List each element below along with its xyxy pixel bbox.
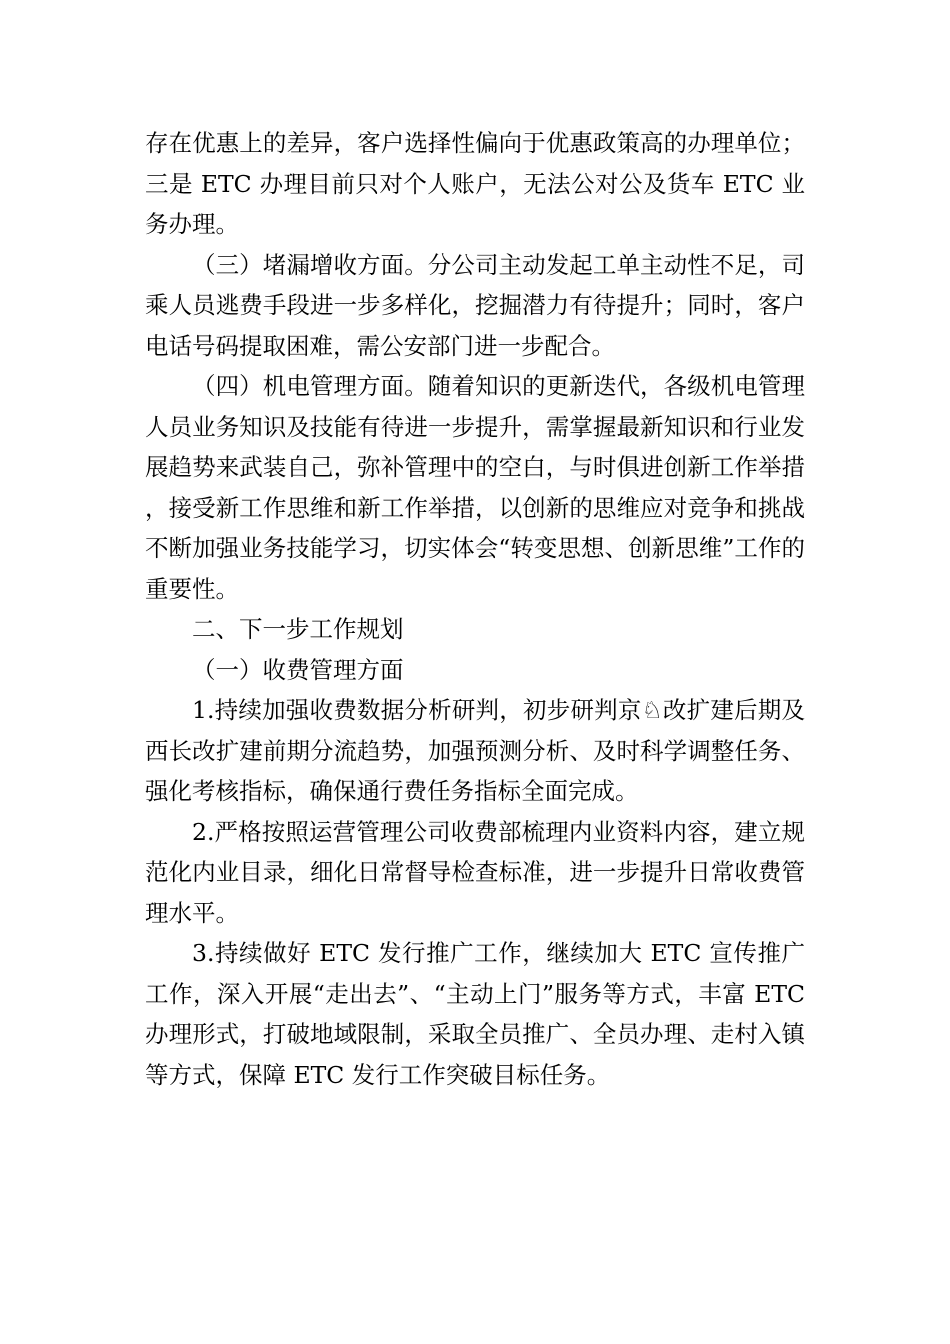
list-item-1: 1.持续加强收费数据分析研判，初步研判京♘改扩建后期及西长改扩建前期分流趋势，加强预测分析、及时科学调整任务、强化考核指标，确保通行费任务指标全面完成。 xyxy=(145,696,805,805)
paragraph-section-4: （四）机电管理方面。随着知识的更新迭代，各级机电管理人员业务知识及技能有待进一步提升，需掌握最新知识和行业发展趋势来武装自己，弥补管理中的空白，与时俱进创新工作举措，接受新工作思维和新工作举措，以创新的思维应对竞争和挑战不断加强业务技能学习，切实体会“转变思想、创新思维”工作的重要性。 xyxy=(145,372,805,603)
paragraph-section-3: （三）堵漏增收方面。分公司主动发起工单主动性不足，司乘人员逃费手段进一步多样化，挖掘潜力有待提升；同时，客户电话号码提取困难，需公安部门进一步配合。 xyxy=(145,250,805,360)
subheading-toll-management: （一）收费管理方面 xyxy=(192,655,404,684)
document-body xyxy=(145,123,805,1095)
paragraph-continuation: 存在优惠上的差异，客户选择性偏向于优惠政策高的办理单位；三是 ETC 办理目前只对个人账户，无法公对公及货车 ETC 业务办理。 xyxy=(145,129,805,238)
list-item-2: 2.严格按照运营管理公司收费部梳理内业资料内容，建立规范化内业目录，细化日常督导检查标准，进一步提升日常收费管理水平。 xyxy=(145,817,805,927)
list-item-3: 3.持续做好 ETC 发行推广工作，继续加大 ETC 宣传推广工作，深入开展“走出去”、“主动上门”服务等方式，丰富 ETC 办理形式，打破地域限制，采取全员推广、全员办理、走村入镇等方式，保障 ETC 发行工作突破目标任务。 xyxy=(145,939,805,1089)
heading-next-steps: 二、下一步工作规划 xyxy=(192,615,404,643)
